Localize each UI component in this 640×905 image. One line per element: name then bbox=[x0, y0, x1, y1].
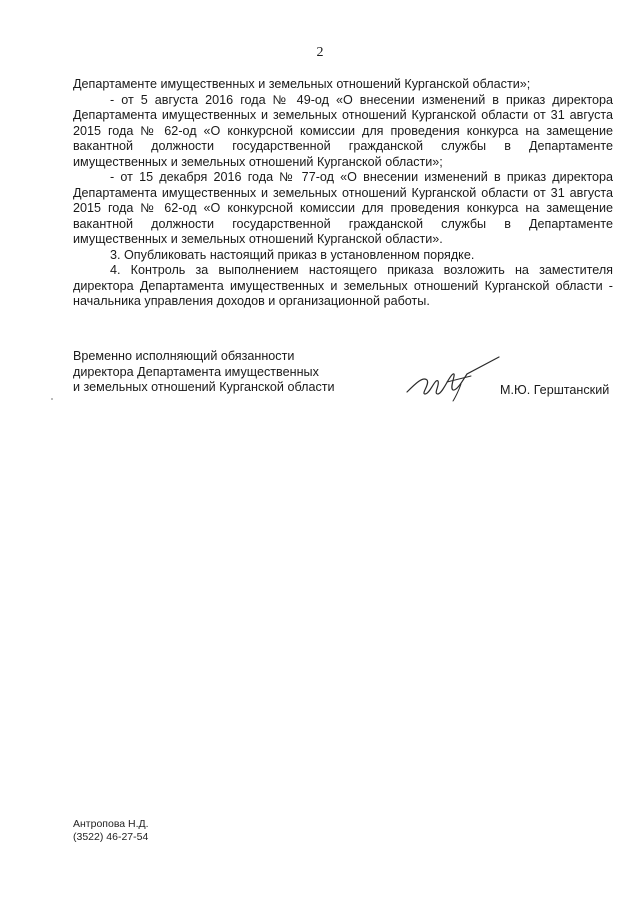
position-line: и земельных отношений Курганской области bbox=[73, 380, 335, 394]
position-line: Временно исполняющий обязанности bbox=[73, 349, 295, 363]
paragraph-order-77: - от 15 декабря 2016 года № 77-од «О внесении изменений в приказ директора Департамента имущественных и земельных отношений Курганской области от 31 августа 2015 года № 62-од «О конкурсной комиссии для проведения конкурса на замещение вакантной должности государственной гражданской службы в Департаменте имущественных и земельных отношений Курганской области». bbox=[73, 170, 613, 246]
signer-name: М.Ю. Герштанский bbox=[500, 383, 610, 397]
paragraph-item-3: 3. Опубликовать настоящий приказ в установленном порядке. bbox=[110, 247, 475, 262]
paragraph-order-49: - от 5 августа 2016 года № 49-од «О внесении изменений в приказ директора Департамента имущественных и земельных отношений Курганской области от 31 августа 2015 года № 62-од «О конкурсной комиссии для проведения конкурса на замещение вакантной должности государственной гражданской службы в Департаменте имущественных и земельных отношений Курганской области»; bbox=[73, 92, 613, 169]
scan-speck bbox=[51, 398, 53, 400]
page-number: 2 bbox=[316, 45, 324, 60]
executor-phone: (3522) 46-27-54 bbox=[73, 831, 149, 843]
executor-info bbox=[73, 818, 149, 844]
executor-name: Антропова Н.Д. bbox=[73, 818, 149, 830]
position-line: директора Департамента имущественных bbox=[73, 364, 319, 379]
signatory-position bbox=[73, 349, 335, 396]
paragraph-item-4: 4. Контроль за выполнением настоящего приказа возложить на заместителя директора Департамента имущественных и земельных отношений Курганской области - начальника управления доходов и организационной работы. bbox=[73, 263, 613, 308]
document-body bbox=[73, 77, 613, 310]
paragraph-continuation: Департаменте имущественных и земельных отношений Курганской области»; bbox=[73, 77, 531, 91]
handwritten-signature bbox=[403, 354, 503, 404]
